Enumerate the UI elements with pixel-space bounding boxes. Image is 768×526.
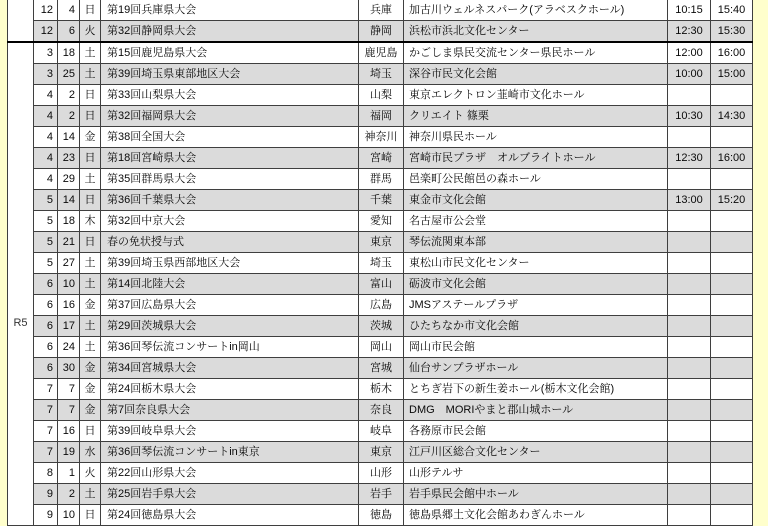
cell-end-time	[711, 295, 753, 316]
cell-weekday: 木	[80, 211, 101, 232]
cell-event-name: 第24回徳島県大会	[101, 505, 359, 526]
cell-month: 4	[34, 127, 58, 148]
cell-day: 17	[58, 316, 80, 337]
cell-start-time	[668, 253, 711, 274]
cell-start-time	[668, 127, 711, 148]
table-row	[8, 127, 753, 148]
cell-month: 4	[34, 106, 58, 127]
cell-event-name: 第39回埼玉県東部地区大会	[101, 64, 359, 85]
cell-end-time	[711, 337, 753, 358]
cell-venue: 仙台サンプラザホール	[404, 358, 668, 379]
cell-day: 21	[58, 232, 80, 253]
cell-event-name: 第29回茨城県大会	[101, 316, 359, 337]
cell-day: 2	[58, 484, 80, 505]
cell-start-time	[668, 421, 711, 442]
cell-weekday: 金	[80, 295, 101, 316]
cell-start-time: 10:15	[668, 0, 711, 21]
cell-day: 2	[58, 85, 80, 106]
cell-day: 10	[58, 274, 80, 295]
cell-weekday: 金	[80, 379, 101, 400]
table-row	[8, 106, 753, 127]
cell-day: 19	[58, 442, 80, 463]
cell-end-time: 16:00	[711, 42, 753, 64]
cell-start-time	[668, 505, 711, 526]
cell-event-name: 第14回北陸大会	[101, 274, 359, 295]
table-row	[8, 232, 753, 253]
cell-day: 24	[58, 337, 80, 358]
cell-prefecture: 徳島	[359, 505, 404, 526]
cell-prefecture: 山形	[359, 463, 404, 484]
cell-prefecture: 東京	[359, 232, 404, 253]
table-row	[8, 169, 753, 190]
cell-day: 6	[58, 21, 80, 43]
cell-month: 3	[34, 64, 58, 85]
cell-venue: DMG MORIやまと郡山城ホール	[404, 400, 668, 421]
cell-end-time	[711, 421, 753, 442]
cell-month: 5	[34, 190, 58, 211]
table-row	[8, 295, 753, 316]
cell-venue: 徳島県郷土文化会館あわぎんホール	[404, 505, 668, 526]
cell-day: 16	[58, 295, 80, 316]
cell-month: 6	[34, 316, 58, 337]
schedule-table-body	[8, 0, 753, 526]
table-row	[8, 379, 753, 400]
cell-event-name: 第35回群馬県大会	[101, 169, 359, 190]
cell-prefecture: 東京	[359, 442, 404, 463]
cell-event-name: 第39回岐阜県大会	[101, 421, 359, 442]
event-schedule-table	[7, 0, 753, 526]
cell-venue: 深谷市民文化会館	[404, 64, 668, 85]
cell-month: 6	[34, 295, 58, 316]
cell-start-time	[668, 85, 711, 106]
cell-end-time: 16:00	[711, 148, 753, 169]
cell-month: 5	[34, 211, 58, 232]
cell-end-time	[711, 211, 753, 232]
cell-day: 1	[58, 463, 80, 484]
cell-venue: 東金市文化会館	[404, 190, 668, 211]
cell-end-time	[711, 85, 753, 106]
cell-event-name: 第24回栃木県大会	[101, 379, 359, 400]
cell-start-time: 13:00	[668, 190, 711, 211]
table-row	[8, 211, 753, 232]
cell-month: 7	[34, 400, 58, 421]
cell-month: 3	[34, 42, 58, 64]
table-row	[8, 337, 753, 358]
cell-venue: 琴伝流関東本部	[404, 232, 668, 253]
cell-venue: 神奈川県民ホール	[404, 127, 668, 148]
cell-month: 12	[34, 0, 58, 21]
cell-weekday: 土	[80, 42, 101, 64]
cell-start-time: 10:00	[668, 64, 711, 85]
cell-event-name: 第18回宮崎県大会	[101, 148, 359, 169]
cell-prefecture: 埼玉	[359, 64, 404, 85]
cell-end-time	[711, 463, 753, 484]
cell-day: 18	[58, 211, 80, 232]
cell-event-name: 第38回全国大会	[101, 127, 359, 148]
cell-venue: 東松山市民文化センター	[404, 253, 668, 274]
cell-prefecture: 岡山	[359, 337, 404, 358]
cell-weekday: 土	[80, 253, 101, 274]
table-row	[8, 400, 753, 421]
cell-weekday: 火	[80, 21, 101, 43]
cell-venue: JMSアステールプラザ	[404, 295, 668, 316]
cell-venue: クリエイト 篠栗	[404, 106, 668, 127]
cell-prefecture: 宮崎	[359, 148, 404, 169]
cell-weekday: 日	[80, 0, 101, 21]
cell-event-name: 春の免状授与式	[101, 232, 359, 253]
cell-month: 9	[34, 484, 58, 505]
cell-event-name: 第32回福岡県大会	[101, 106, 359, 127]
cell-prefecture: 奈良	[359, 400, 404, 421]
cell-end-time: 15:30	[711, 21, 753, 43]
cell-month: 12	[34, 21, 58, 43]
year-cell	[8, 42, 34, 526]
cell-start-time	[668, 169, 711, 190]
cell-day: 29	[58, 169, 80, 190]
cell-weekday: 土	[80, 484, 101, 505]
cell-end-time	[711, 316, 753, 337]
cell-weekday: 金	[80, 358, 101, 379]
cell-month: 4	[34, 169, 58, 190]
cell-start-time: 12:00	[668, 42, 711, 64]
cell-end-time	[711, 442, 753, 463]
cell-prefecture: 岩手	[359, 484, 404, 505]
cell-venue: 邑楽町公民館邑の森ホール	[404, 169, 668, 190]
cell-day: 27	[58, 253, 80, 274]
cell-end-time	[711, 232, 753, 253]
table-row	[8, 21, 753, 43]
cell-prefecture: 鹿児島	[359, 42, 404, 64]
cell-month: 7	[34, 421, 58, 442]
cell-venue: 砺波市文化会館	[404, 274, 668, 295]
cell-prefecture: 千葉	[359, 190, 404, 211]
table-row	[8, 442, 753, 463]
cell-end-time	[711, 505, 753, 526]
cell-weekday: 水	[80, 442, 101, 463]
cell-venue: 加古川ウェルネスパーク(アラベスクホール)	[404, 0, 668, 21]
cell-prefecture: 福岡	[359, 106, 404, 127]
table-row	[8, 42, 753, 64]
cell-venue: 各務原市民会館	[404, 421, 668, 442]
cell-start-time	[668, 295, 711, 316]
cell-venue: 岡山市民会館	[404, 337, 668, 358]
cell-weekday: 日	[80, 421, 101, 442]
cell-month: 4	[34, 85, 58, 106]
cell-weekday: 金	[80, 127, 101, 148]
cell-end-time	[711, 358, 753, 379]
cell-day: 25	[58, 64, 80, 85]
cell-event-name: 第36回千葉県大会	[101, 190, 359, 211]
cell-event-name: 第32回中京大会	[101, 211, 359, 232]
table-row	[8, 148, 753, 169]
cell-day: 2	[58, 106, 80, 127]
cell-day: 10	[58, 505, 80, 526]
table-row	[8, 463, 753, 484]
cell-month: 9	[34, 505, 58, 526]
cell-event-name: 第33回山梨県大会	[101, 85, 359, 106]
cell-weekday: 日	[80, 190, 101, 211]
cell-event-name: 第7回奈良県大会	[101, 400, 359, 421]
cell-month: 6	[34, 358, 58, 379]
cell-start-time	[668, 358, 711, 379]
table-row	[8, 0, 753, 21]
cell-month: 8	[34, 463, 58, 484]
cell-start-time: 12:30	[668, 21, 711, 43]
cell-end-time	[711, 274, 753, 295]
cell-weekday: 土	[80, 169, 101, 190]
cell-weekday: 土	[80, 316, 101, 337]
cell-event-name: 第36回琴伝流コンサートin東京	[101, 442, 359, 463]
cell-venue: 岩手県民会館中ホール	[404, 484, 668, 505]
cell-start-time	[668, 274, 711, 295]
cell-venue: ひたちなか市文化会館	[404, 316, 668, 337]
cell-end-time: 14:30	[711, 106, 753, 127]
cell-prefecture: 静岡	[359, 21, 404, 43]
cell-weekday: 金	[80, 400, 101, 421]
cell-day: 7	[58, 379, 80, 400]
cell-event-name: 第19回兵庫県大会	[101, 0, 359, 21]
cell-prefecture: 山梨	[359, 85, 404, 106]
cell-month: 5	[34, 253, 58, 274]
cell-event-name: 第39回埼玉県西部地区大会	[101, 253, 359, 274]
cell-prefecture: 栃木	[359, 379, 404, 400]
cell-end-time	[711, 127, 753, 148]
cell-start-time: 10:30	[668, 106, 711, 127]
table-row	[8, 274, 753, 295]
cell-month: 6	[34, 274, 58, 295]
cell-end-time	[711, 400, 753, 421]
cell-start-time	[668, 442, 711, 463]
table-row	[8, 358, 753, 379]
cell-prefecture: 愛知	[359, 211, 404, 232]
cell-venue: 浜松市浜北文化センター	[404, 21, 668, 43]
cell-day: 7	[58, 400, 80, 421]
cell-prefecture: 広島	[359, 295, 404, 316]
cell-event-name: 第34回宮城県大会	[101, 358, 359, 379]
cell-day: 14	[58, 190, 80, 211]
cell-end-time: 15:00	[711, 64, 753, 85]
cell-venue: かごしま県民交流センター県民ホール	[404, 42, 668, 64]
cell-day: 16	[58, 421, 80, 442]
cell-start-time	[668, 211, 711, 232]
cell-prefecture: 兵庫	[359, 0, 404, 21]
cell-weekday: 日	[80, 505, 101, 526]
cell-venue: 宮崎市民プラザ オルブライトホール	[404, 148, 668, 169]
cell-venue: 東京エレクトロン韮崎市文化ホール	[404, 85, 668, 106]
cell-event-name: 第36回琴伝流コンサートin岡山	[101, 337, 359, 358]
cell-weekday: 日	[80, 106, 101, 127]
cell-start-time	[668, 400, 711, 421]
cell-month: 7	[34, 442, 58, 463]
cell-weekday: 土	[80, 64, 101, 85]
cell-start-time	[668, 463, 711, 484]
cell-weekday: 土	[80, 274, 101, 295]
cell-venue: 名古屋市公会堂	[404, 211, 668, 232]
cell-start-time	[668, 232, 711, 253]
table-row	[8, 505, 753, 526]
cell-day: 18	[58, 42, 80, 64]
cell-weekday: 火	[80, 463, 101, 484]
cell-day: 14	[58, 127, 80, 148]
table-row	[8, 316, 753, 337]
cell-event-name: 第15回鹿児島県大会	[101, 42, 359, 64]
cell-prefecture: 岐阜	[359, 421, 404, 442]
cell-weekday: 土	[80, 337, 101, 358]
cell-day: 4	[58, 0, 80, 21]
table-row	[8, 484, 753, 505]
cell-event-name: 第25回岩手県大会	[101, 484, 359, 505]
cell-day: 23	[58, 148, 80, 169]
cell-end-time	[711, 484, 753, 505]
cell-weekday: 日	[80, 148, 101, 169]
cell-end-time	[711, 379, 753, 400]
table-row	[8, 85, 753, 106]
cell-event-name: 第37回広島県大会	[101, 295, 359, 316]
year-cell	[8, 0, 34, 42]
cell-venue: とちぎ岩下の新生姜ホール(栃木文化会館)	[404, 379, 668, 400]
cell-event-name: 第32回静岡県大会	[101, 21, 359, 43]
cell-start-time	[668, 379, 711, 400]
cell-month: 7	[34, 379, 58, 400]
cell-month: 5	[34, 232, 58, 253]
cell-venue: 江戸川区総合文化センター	[404, 442, 668, 463]
cell-end-time: 15:20	[711, 190, 753, 211]
cell-weekday: 日	[80, 85, 101, 106]
cell-venue: 山形テルサ	[404, 463, 668, 484]
cell-month: 6	[34, 337, 58, 358]
cell-prefecture: 神奈川	[359, 127, 404, 148]
table-row	[8, 421, 753, 442]
cell-prefecture: 群馬	[359, 169, 404, 190]
cell-prefecture: 埼玉	[359, 253, 404, 274]
cell-end-time: 15:40	[711, 0, 753, 21]
cell-start-time	[668, 337, 711, 358]
cell-start-time: 12:30	[668, 148, 711, 169]
table-row	[8, 64, 753, 85]
year-label: R5	[13, 317, 28, 329]
cell-prefecture: 宮城	[359, 358, 404, 379]
cell-event-name: 第22回山形県大会	[101, 463, 359, 484]
table-row	[8, 190, 753, 211]
cell-end-time	[711, 253, 753, 274]
cell-end-time	[711, 169, 753, 190]
cell-weekday: 日	[80, 232, 101, 253]
cell-prefecture: 茨城	[359, 316, 404, 337]
cell-start-time	[668, 484, 711, 505]
cell-prefecture: 富山	[359, 274, 404, 295]
cell-month: 4	[34, 148, 58, 169]
cell-day: 30	[58, 358, 80, 379]
cell-start-time	[668, 316, 711, 337]
table-row	[8, 253, 753, 274]
